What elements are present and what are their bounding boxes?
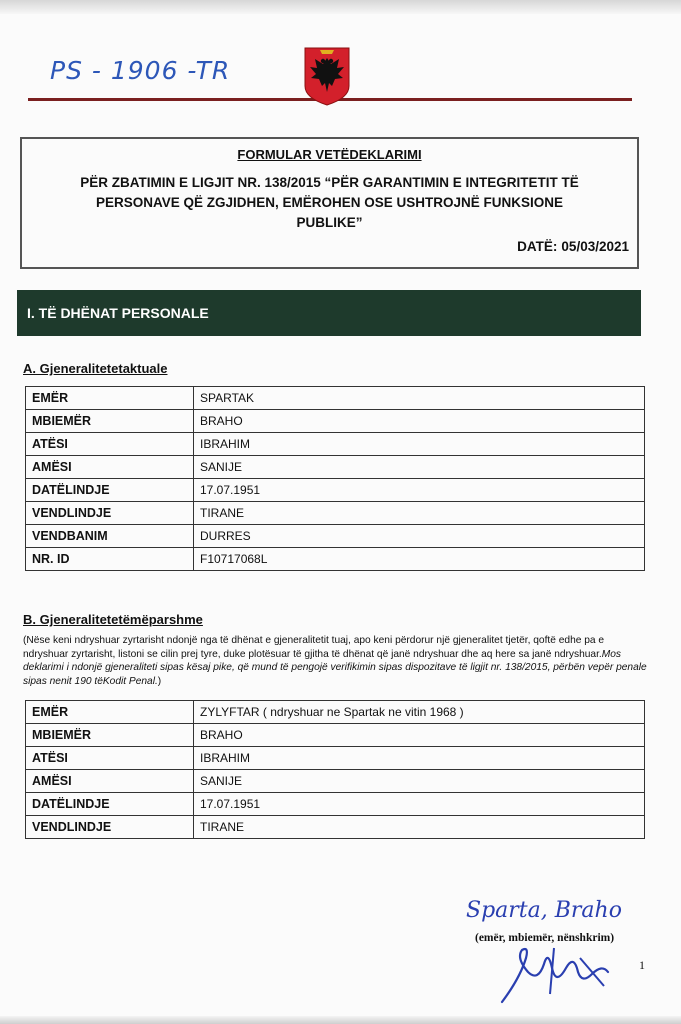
field-label: ATËSI <box>26 433 194 456</box>
signature-caption: (emër, mbiemër, nënshkrim) <box>475 932 615 944</box>
field-label: VENDLINDJE <box>26 502 194 525</box>
handwritten-signature-name: Sparta, Braho <box>466 898 622 923</box>
field-value: SANIJE <box>194 770 645 793</box>
table-row <box>26 793 645 816</box>
field-label: EMËR <box>26 387 194 410</box>
note-text: (Nëse keni ndryshuar zyrtarisht ndonjë nga të dhënat e gjeneralitetit tuaj, apo keni përdorur një gjeneralitet tjetër, qoftë edhe pa e ndryshuar zyrtarisht, listoni se cilin prej tyre, duke plotësuar të gjitha të dhënat që janë ndryshuar dhe aq here sa janë ndryshuar. <box>23 635 605 660</box>
albanian-eagle-emblem-icon <box>302 46 352 106</box>
table-row <box>26 747 645 770</box>
table-row <box>26 816 645 839</box>
current-identity-heading: A. Gjeneralitetetaktuale <box>23 361 168 376</box>
field-value: BRAHO <box>194 724 645 747</box>
field-label: DATËLINDJE <box>26 479 194 502</box>
field-label: ATËSI <box>26 747 194 770</box>
field-value: 17.07.1951 <box>194 793 645 816</box>
date-label: DATË: <box>517 239 558 254</box>
form-title: FORMULAR VETËDEKLARIMI <box>237 147 422 162</box>
table-row <box>26 548 645 571</box>
table-row <box>26 724 645 747</box>
table-row <box>26 387 645 410</box>
table-row <box>26 701 645 724</box>
scan-top-edge <box>0 0 681 14</box>
field-value: IBRAHIM <box>194 433 645 456</box>
table-row <box>26 479 645 502</box>
field-value: ZYLYFTAR ( ndryshuar ne Spartak ne vitin 1968 ) <box>194 701 645 724</box>
table-row <box>26 456 645 479</box>
signature-scribble <box>482 928 622 1008</box>
page-number: 1 <box>639 958 645 972</box>
field-value: BRAHO <box>194 410 645 433</box>
table-row <box>26 770 645 793</box>
handwritten-reference: PS - 1906 -TR <box>50 56 231 85</box>
field-value: F10717068L <box>194 548 645 571</box>
scan-bottom-edge <box>0 1016 681 1024</box>
law-reference <box>52 173 607 233</box>
field-value: SANIJE <box>194 456 645 479</box>
field-label: VENDLINDJE <box>26 816 194 839</box>
field-value: DURRES <box>194 525 645 548</box>
previous-identity-heading: B. Gjeneralitetetëmëparshme <box>23 612 203 627</box>
field-value: 17.07.1951 <box>194 479 645 502</box>
law-line-2: PERSONAVE QË ZGJIDHEN, EMËROHEN OSE USHTROJNË FUNKSIONE <box>95 195 564 210</box>
form-date <box>513 239 629 254</box>
field-label: MBIEMËR <box>26 410 194 433</box>
field-label: MBIEMËR <box>26 724 194 747</box>
field-label: NR. ID <box>26 548 194 571</box>
table-row <box>26 502 645 525</box>
law-line-3: PUBLIKE” <box>296 215 363 230</box>
field-label: VENDBANIM <box>26 525 194 548</box>
field-label: DATËLINDJE <box>26 793 194 816</box>
field-label: AMËSI <box>26 456 194 479</box>
table-row <box>26 525 645 548</box>
field-label: EMËR <box>26 701 194 724</box>
section-heading-personal-data: I. TË DHËNAT PERSONALE <box>17 290 641 336</box>
table-row <box>26 433 645 456</box>
date-value: 05/03/2021 <box>561 239 629 254</box>
field-value: TIRANE <box>194 816 645 839</box>
field-value: IBRAHIM <box>194 747 645 770</box>
note-close: ) <box>157 675 162 687</box>
law-line-1: PËR ZBATIMIN E LIGJIT NR. 138/2015 “PËR GARANTIMIN E INTEGRITETIT TË <box>80 175 579 190</box>
field-label: AMËSI <box>26 770 194 793</box>
form-title-box <box>20 137 639 269</box>
previous-identity-note <box>23 634 648 688</box>
field-value: TIRANE <box>194 502 645 525</box>
previous-identity-table <box>25 700 645 839</box>
field-value: SPARTAK <box>194 387 645 410</box>
current-identity-table <box>25 386 645 571</box>
note-warning: Mos deklarimi i ndonjë gjeneraliteti sipas kësaj pike, që mund të pengojë verifikimin sipas dispozitave të ligjit nr. 138/2015, përbën vepër penale sipas nenit 190 tëKodit Penal. <box>23 648 647 687</box>
table-row <box>26 410 645 433</box>
